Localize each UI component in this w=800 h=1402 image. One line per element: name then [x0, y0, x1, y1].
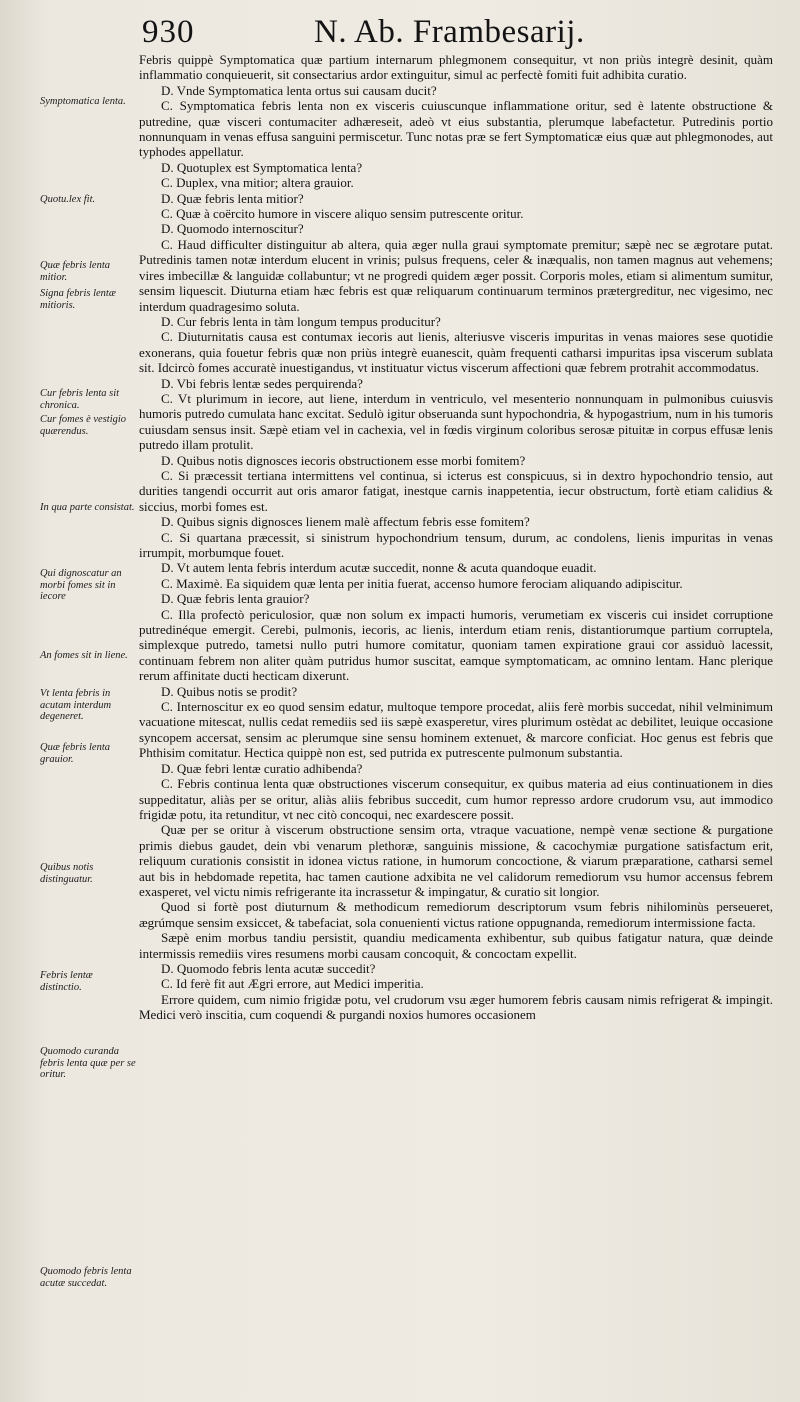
page-number: 930: [142, 14, 195, 50]
margin-note: Qui dignoscatur an morbi fomes sit in iecore: [40, 568, 122, 602]
answer-paragraph: C. Haud difficulter distinguitur ab altera, quia æger nulla graui symptomate premitur; sæpè nec se ægrotare putat. Putredinis tamen notæ interdum elucent in vrinis; pulsus frequens, celer & inæqualis, non tamen magnus aut vehemens; vires imbecillæ & languidæ collabuntur; vt ne progredi quidem æger possit. Corporis moles, etiam si alimentum sumitur, sensim liquescit. Diuturna etiam hæc febris est quæ reliquarum continuarum terminos prætergreditur, nec vigesimo, nec interdum quadragesimo soluta.: [139, 236, 773, 314]
question-paragraph: D. Quæ febris lenta grauior?: [161, 591, 310, 607]
main-text: [139, 52, 773, 1023]
margin-note: Symptomatica lenta.: [40, 96, 126, 107]
answer-paragraph: C. Id ferè fit aut Ægri errore, aut Medici imperitia.: [161, 976, 424, 992]
margin-note: Quomodo febris lenta acutæ succedat.: [40, 1266, 132, 1289]
question-paragraph: D. Quæ febri lentæ curatio adhibenda?: [161, 760, 363, 776]
question-paragraph: D. Quibus signis dignosces lienem malè affectum febris esse fomitem?: [161, 514, 530, 530]
answer-paragraph: C. Diuturnitatis causa est contumax iecoris aut lienis, alteriusve visceris impuritas in venas maiores sese quotidie exonerans, quia fouetur febris quæ non priùs integrè euanescit, quàm frequenti catharsi impuritas ipsa viscerum sublata sit. Idcircò fomes accuratè inuestigandus, vt instituatur victus viscerum affectioni quæ febrem protrahit accommodatus.: [139, 329, 773, 376]
margin-note: Cur febris lenta sit chronica.: [40, 388, 120, 411]
text-paragraph: Errore quidem, cum nimio frigidæ potu, vel crudorum vsu æger humorem febris causam nimis refrigerat & impingit. Medici verò inscitia, cum coquendi & purgandi noxios humores occasionem: [139, 991, 773, 1023]
text-paragraph: Febris quippè Symptomatica quæ partium internarum phlegmonem consequitur, vt non priùs integrè desinit, quàm inflammatio conquieuerit, sit consectarius ardor extinguitur, simul ac perfectè fomiti fuit adhibita curatio.: [139, 52, 773, 83]
question-paragraph: D. Quomodo febris lenta acutæ succedit?: [161, 960, 376, 976]
margin-note: Signa febris lentæ mitioris.: [40, 288, 116, 311]
margin-note: Quæ febris lenta grauior.: [40, 742, 110, 765]
question-paragraph: D. Cur febris lenta in tàm longum tempus producitur?: [161, 313, 441, 329]
answer-paragraph: C. Vt plurimum in iecore, aut liene, interdum in ventriculo, vel mesenterio nonnunquam in pulmonibus cuiusvis humoris putredo cumulata hanc excitat. Sedulò igitur obseruanda sunt hypochondria, & hypogastrium, num in his tumoris cuiusdam sensus insit. Sæpè etiam vel in cachexia, vel in fœdis virginum coloribus serosæ pituitæ in corpus effusæ lenis putredo illam protulit.: [139, 390, 774, 453]
answer-paragraph: C. Si quartana præcessit, si sinistrum hypochondrium tensum, durum, ac condolens, lienis impuritas in venas irrumpit, morbumque fouet.: [139, 529, 773, 560]
question-paragraph: D. Quomodo internoscitur?: [161, 221, 304, 237]
answer-paragraph: C. Quæ à coërcito humore in viscere aliquo sensim putrescente oritur.: [161, 206, 524, 222]
answer-paragraph: C. Illa profectò periculosior, quæ non solum ex impacti humoris, verumetiam ex visceris cui insidet corruptione putredinéque emergit. Cerebi, pulmonis, iecoris, ac lienis, interdum etiam renis, distantiorumque partium corruptela, simplexque putredo, tametsi nullo putri humore comitatur, quoniam tamen expiratione graui cor assiduò lacessit, continuam febrem non aliter quàm putridus humor suscitat, eamque symptomaticam, ac omnino lentam. Hanc plerique rerum affinitate ducti hecticam dixerunt.: [139, 606, 773, 684]
margin-note: Febris lentæ distinctio.: [40, 970, 93, 993]
answer-paragraph: C. Si præcessit tertiana intermittens vel continua, si icterus est conspicuus, si in dextro hypochondrio tensio, aut durities tangendi occurrit aut oris amaror fatigat, inestque carnis inappetentia, iecur obstructum, fortè etiam calidius & siccius, morbi fomes est.: [139, 467, 773, 514]
question-paragraph: D. Quotuplex est Symptomatica lenta?: [161, 159, 363, 175]
text-paragraph: Quod si fortè post diuturnum & methodicum remediorum descriptorum vsum febris nihilominùs perseueret, ægrúmque sensim exsiccet, & tabefaciat, sola conuenienti victus ratione oppugnanda, remediorum intermissione facta.: [139, 899, 773, 930]
margin-note: Quomodo curanda febris lenta quæ per se oritur.: [40, 1046, 136, 1080]
answer-paragraph: C. Symptomatica febris lenta non ex visceris cuiuscunque inflammatione oritur, sed è latente obstructione & putredine, quæ visceri contumaciter adhæreseit, adeò vt eius substantia, plerumque labefactetur. Putredinis portio nonnunquam in venas effusa sanguini permiscetur. Tunc notas præ se fert Symptomaticæ eius quæ aut phlegmonodes, aut typhodes appellatur.: [139, 98, 773, 160]
question-paragraph: D. Quibus notis se prodit?: [161, 683, 298, 699]
question-paragraph: D. Quibus notis dignosces iecoris obstructionem esse morbi fomitem?: [161, 452, 526, 468]
text-paragraph: Quæ per se oritur à viscerum obstructione sensim orta, vtraque vacuatione, nempè venæ sectione & purgatione primis diebus gaudet, dein vbi venarum plethoræ, sanguinis missione, & cacochymiæ purgatione satisfactum erit, reliquum curationis consistit in idonea victus ratione, in humorum concoctione, & viarum præparatione, catharsi semel aut bis in hebdomade repetita, hac tamen cautione adxibita ne vel calidorum remediorum vsu humor accensus febrem exasperet, vel victu nimis refrigerante ita incrassetur & impingatur, & curatio sit longior.: [139, 822, 773, 899]
question-paragraph: D. Vnde Symptomatica lenta ortus sui causam ducit?: [161, 82, 437, 98]
margin-note: Quæ febris lenta mitior.: [40, 260, 110, 283]
question-paragraph: D. Vbi febris lentæ sedes perquirenda?: [161, 375, 363, 391]
margin-note: Quibus notis distinguatur.: [40, 862, 94, 885]
question-paragraph: D. Vt autem lenta febris interdum acutæ succedit, nonne & acuta quandoque euadit.: [161, 560, 597, 576]
answer-paragraph: C. Maximè. Ea siquidem quæ lenta per initia fuerat, accenso humore ferociam aliquando adipiscitur.: [161, 575, 683, 591]
answer-paragraph: C. Febris continua lenta quæ obstructiones viscerum consequitur, ex quibus materia ad eius continuationem in dies suppeditatur, aliàs per se oritur, aliàs aliis febribus succedit, cum humor represso ardore crudorum vsu, aut immodico frigidæ potu, ita retunditur, vt nec citò concoqui, nec exardescere possit.: [139, 776, 773, 822]
running-head: N. Ab. Frambesarij.: [314, 14, 585, 50]
margin-note: Vt lenta febris in acutam interdum degeneret.: [40, 688, 112, 722]
margin-note: Quotu.lex fit.: [40, 194, 96, 205]
answer-paragraph: C. Duplex, vna mitior; altera grauior.: [161, 175, 354, 191]
answer-paragraph: C. Internoscitur ex eo quod sensim edatur, multoque tempore procedat, aliis ferè morbis succedat, nihil velminimum vacuatione mitescat, nullis cedat remediis sed iis sæpè exasperetur, vires plurimum ostèdat ac debilitet, leuique occasione syncopem accersat, sensim ac plerumque sine sensu hominem extenuet, & marcore conficiat. Hoc genus est febris que Phthisim comitatur. Hectica quippè non est, sed putrida ex putrescente pulmonum substantia.: [139, 699, 773, 761]
margin-note: Cur fomes è vestigio quærendus.: [40, 414, 127, 437]
page-header: [0, 0, 800, 56]
question-paragraph: D. Quæ febris lenta mitior?: [161, 190, 304, 206]
margin-note: An fomes sit in liene.: [40, 650, 128, 661]
margin-note: In qua parte consistat.: [40, 502, 135, 513]
text-paragraph: Sæpè enim morbus tandiu persistit, quandiu medicamenta exhibentur, sub quibus fatigatur natura, quæ deinde intermissis remediis vires resumens morbi causam concoquit, & concoctam expellit.: [139, 930, 773, 961]
